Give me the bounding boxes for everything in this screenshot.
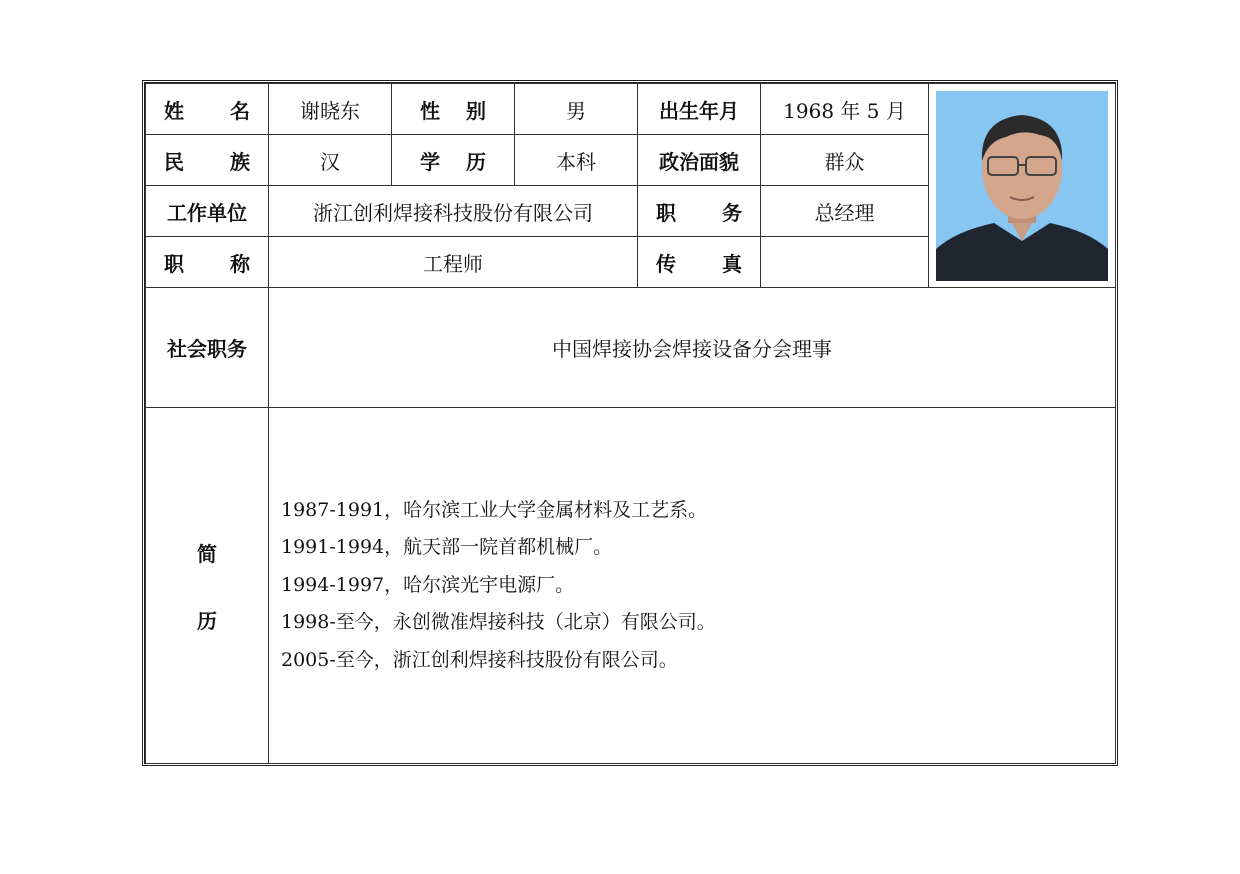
value-education: 本科 <box>515 135 638 186</box>
value-social-role: 中国焊接协会焊接设备分会理事 <box>269 288 1116 408</box>
portrait-photo <box>936 91 1108 281</box>
resume-line: 1987-1991，哈尔滨工业大学金属材料及工艺系。 <box>281 498 708 521</box>
label-birth: 出生年月 <box>638 84 761 135</box>
resume-list <box>269 492 1115 680</box>
profile-table <box>145 83 1116 764</box>
value-title: 工程师 <box>269 237 638 288</box>
value-birth: 1968 年 5 月 <box>761 84 929 135</box>
resume-line: 1998-至今，永创微准焊接科技（北京）有限公司。 <box>281 611 716 634</box>
label-resume-char-2: 历 <box>197 608 217 633</box>
value-political: 群众 <box>761 135 929 186</box>
label-gender: 性别 <box>392 84 515 135</box>
value-employer: 浙江创利焊接科技股份有限公司 <box>269 186 638 237</box>
value-gender: 男 <box>515 84 638 135</box>
label-employer: 工作单位 <box>146 186 269 237</box>
label-fax: 传真 <box>638 237 761 288</box>
resume-cell <box>269 408 1116 764</box>
label-social-role: 社会职务 <box>146 288 269 408</box>
label-education: 学历 <box>392 135 515 186</box>
label-resume <box>146 408 269 764</box>
label-name: 姓名 <box>146 84 269 135</box>
resume-line: 1991-1994，航天部一院首都机械厂。 <box>281 536 613 559</box>
label-position: 职务 <box>638 186 761 237</box>
resume-line: 2005-至今，浙江创利焊接科技股份有限公司。 <box>281 648 678 671</box>
value-name: 谢晓东 <box>269 84 392 135</box>
label-ethnicity: 民族 <box>146 135 269 186</box>
label-political: 政治面貌 <box>638 135 761 186</box>
label-title: 职称 <box>146 237 269 288</box>
resume-line: 1994-1997，哈尔滨光宇电源厂。 <box>281 573 575 596</box>
photo-cell <box>929 84 1116 288</box>
value-fax <box>761 237 929 288</box>
value-position: 总经理 <box>761 186 929 237</box>
label-resume-char-1: 简 <box>197 541 217 566</box>
profile-form <box>142 80 1118 766</box>
value-ethnicity: 汉 <box>269 135 392 186</box>
